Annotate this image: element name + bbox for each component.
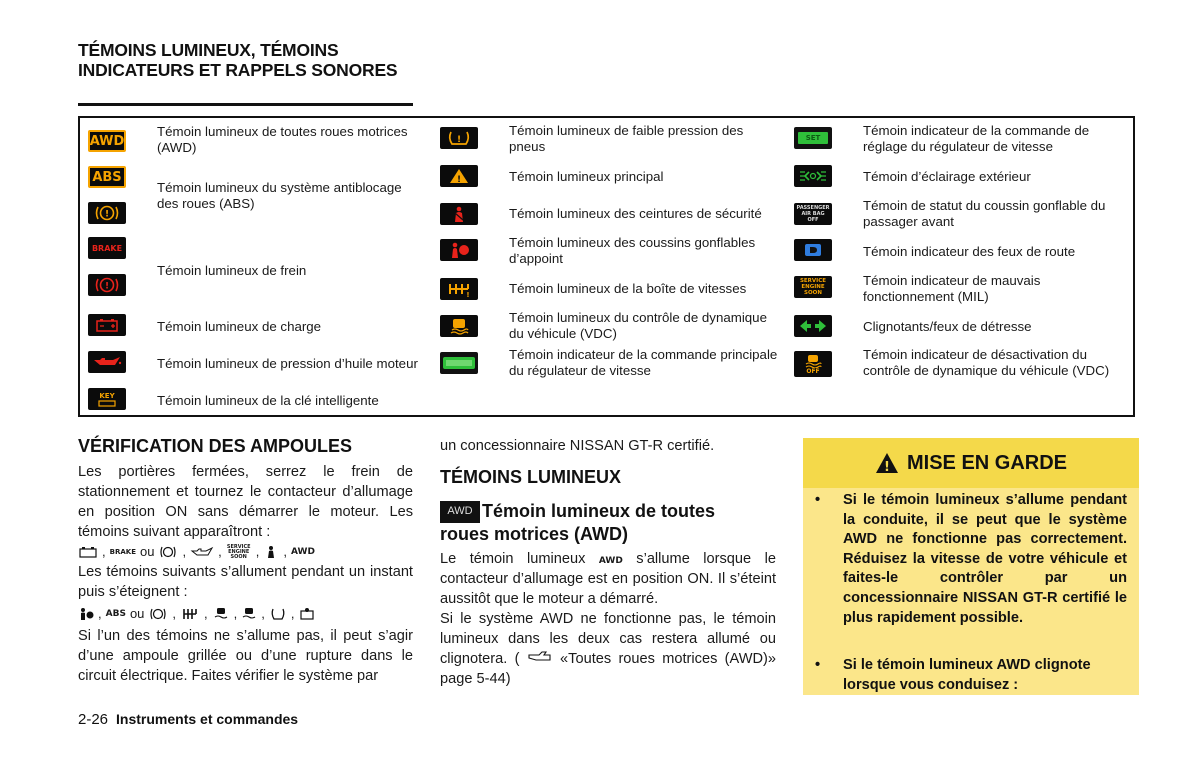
- awd-icon: AWD: [290, 547, 315, 557]
- awd-sub-heading: [440, 500, 780, 546]
- row-label: Témoin indicateur de mauvais fonctionnement (MIL): [863, 273, 1041, 304]
- key-icon: [299, 607, 315, 621]
- row-label: Clignotants/feux de détresse: [863, 319, 1032, 334]
- reference-hand-icon: [527, 649, 553, 663]
- separator: ,: [255, 544, 260, 559]
- svg-text:!: !: [884, 460, 890, 474]
- warning-header: [803, 438, 1139, 488]
- key-icon: [88, 388, 126, 410]
- separator: ,: [283, 544, 287, 559]
- awd-p2-start: Si le système AWD ne fonctionne pas, le témoin lumineux dans les deux cas restera allumé ou clignotera. (: [440, 611, 776, 667]
- row-label: Témoin indicateur de désactivation du contrôle de dynamique du véhicule (VDC): [863, 347, 1110, 378]
- table-column-1: [80, 118, 432, 415]
- awd-icon: AWD: [440, 501, 480, 523]
- bulb-check-text: [78, 462, 413, 686]
- brake-circle-icon: [158, 545, 178, 559]
- row-label: Témoin lumineux de la boîte de vitesses: [509, 281, 747, 296]
- tire-pressure-icon: [440, 127, 478, 149]
- bulb-check-icons-2: [78, 604, 413, 624]
- separator: ,: [172, 606, 177, 621]
- or-word: ou: [139, 544, 155, 559]
- awd-icon: AWD: [598, 556, 623, 566]
- cruise-main-icon: [440, 352, 478, 374]
- separator: ,: [218, 544, 222, 559]
- middle-continuation: un concessionnaire NISSAN GT-R certifié.: [440, 438, 715, 454]
- brake-icon: [88, 202, 126, 224]
- abs-icon: ABS: [105, 609, 126, 619]
- row-label: Témoin lumineux des ceintures de sécurité: [509, 206, 762, 221]
- bullet: •: [815, 657, 821, 673]
- awd-p2-ref: «Toutes roues motrices (AWD)» page 5-44): [440, 651, 776, 687]
- row-label: Témoin de statut du coussin gonflable du passager avant: [863, 198, 1106, 229]
- bulb-check-heading: VÉRIFICATION DES AMPOULES: [78, 436, 353, 456]
- row-label: Témoin lumineux de toutes roues motrices (AWD): [157, 124, 408, 155]
- svg-text:!: !: [456, 135, 462, 145]
- row-label: Témoin indicateur de la commande de réglage du régulateur de vitesse: [863, 123, 1090, 154]
- table-row: [80, 124, 432, 164]
- brake-text-icon: BRAKE: [88, 237, 126, 259]
- cruise-set-text: SET: [798, 132, 829, 144]
- battery-icon: [78, 545, 98, 559]
- svg-text:!: !: [104, 209, 110, 220]
- bulb-check-icons-1: [78, 542, 413, 562]
- warning-lights-table: [78, 116, 1135, 417]
- service-engine-soon-icon: SERVICE ENGINE SOON: [794, 276, 832, 298]
- bullet: •: [815, 492, 821, 508]
- seatbelt-icon: [263, 545, 279, 559]
- bulb-check-p2: Les témoins suivants s’allument pendant un instant puis s’éteignent :: [78, 564, 413, 600]
- vdc-off-icon: [241, 607, 257, 621]
- awd-p1-end: s’allume lorsque le contacteur d’allumage est en position ON. Il s’éteint aussitôt que le moteur a démarré.: [440, 551, 776, 607]
- row-label: Témoin d’éclairage extérieur: [863, 169, 1031, 184]
- bulb-check-p1: Les portières fermées, serrez le frein de stationnement et tournez le contacteur d’allumage en position ON sans démarrer le moteur. Les témoins suivant apparaîtront :: [78, 464, 413, 540]
- warning-item: [815, 491, 1127, 651]
- master-warning-icon: [440, 165, 478, 187]
- separator: ,: [261, 606, 265, 621]
- transmission-icon: [440, 278, 478, 300]
- brake-text-icon: BRAKE: [109, 548, 136, 556]
- passenger-airbag-off-icon: PASSENGER AIR BAG OFF: [794, 203, 832, 225]
- airbag-icon: [440, 239, 478, 261]
- warning-item-text: Si le témoin lumineux s’allume pendant la conduite, il se peut que le système AWD ne fonctionne pas correctement. Réduisez la vitesse de votre véhicule et faites-le contrôler par un concessionnaire NISSAN GT-R certifié le plus rapidement possible.: [843, 492, 1127, 626]
- oil-can-icon: [190, 545, 214, 559]
- separator: ,: [182, 544, 187, 559]
- seatbelt-icon: [440, 203, 478, 225]
- title-rule: [78, 103, 413, 106]
- page-footer: [78, 711, 298, 728]
- high-beam-icon: [794, 239, 832, 261]
- svg-text:!: !: [456, 175, 462, 185]
- cruise-set-icon: [794, 127, 832, 149]
- row-label: Témoin indicateur de la commande principale du régulateur de vitesse: [509, 347, 778, 378]
- warning-item-text: Si le témoin lumineux AWD clignote lorsque vous conduisez :: [843, 657, 1091, 693]
- sub-heading-line-2: roues motrices (AWD): [440, 524, 629, 544]
- row-label: Témoin lumineux principal: [509, 169, 664, 184]
- warning-box: [803, 438, 1139, 695]
- row-label: Témoin lumineux de pression d’huile moteur: [157, 356, 418, 371]
- page-number: 2-26: [78, 711, 109, 728]
- awd-text: [440, 549, 776, 689]
- warning-lights-heading: TÉMOINS LUMINEUX: [440, 467, 622, 487]
- separator: ,: [233, 606, 238, 621]
- warning-triangle-icon: [875, 452, 899, 474]
- separator: ,: [290, 606, 295, 621]
- bulb-check-p3: Si l’un des témoins ne s’allume pas, il peut s’agir d’une ampoule grillée ou d’une rupture dans le circuit électrique. Faites vérifier le système par: [78, 628, 413, 684]
- airbag-icon: [78, 607, 94, 621]
- service-engine-soon-icon: SERVICE ENGINE SOON: [226, 543, 251, 560]
- brake-circle-icon: [88, 274, 126, 296]
- awd-p1: [440, 549, 776, 609]
- svg-text:!: !: [104, 281, 110, 292]
- abs-icon: ABS: [88, 166, 126, 188]
- row-label: Témoin lumineux du contrôle de dynamique du véhicule (VDC): [509, 310, 767, 341]
- warning-item: [815, 656, 1127, 696]
- key-icon-text: KEY: [99, 391, 115, 400]
- page-title: TÉMOINS LUMINEUX, TÉMOINS INDICATEURS ET RAPPELS SONORES: [78, 40, 398, 80]
- row-label: Témoin indicateur des feux de route: [863, 244, 1076, 259]
- awd-p2: [440, 609, 776, 689]
- vdc-icon: [212, 607, 230, 621]
- battery-icon: [88, 314, 126, 336]
- vdc-off-icon: [794, 351, 832, 377]
- transmission-icon: [180, 607, 200, 621]
- section-name: Instruments et commandes: [116, 711, 299, 727]
- awd-p1-start: Le témoin lumineux: [440, 551, 586, 567]
- row-label: Témoin lumineux de la clé intelligente: [157, 393, 379, 408]
- abs-circle-icon: [148, 607, 168, 621]
- table-column-3: [786, 118, 1137, 415]
- warning-heading: MISE EN GARDE: [906, 451, 1068, 474]
- row-label: Témoin lumineux de faible pression des pneus: [509, 123, 744, 154]
- awd-icon: AWD: [88, 130, 126, 152]
- exterior-light-icon: [794, 165, 832, 187]
- row-label: Témoin lumineux de frein: [157, 263, 307, 278]
- sub-heading-line-1: Témoin lumineux de toutes: [482, 501, 716, 521]
- turn-signal-icon: [794, 315, 832, 337]
- row-label: Témoin lumineux de charge: [157, 319, 322, 334]
- svg-text:!: !: [466, 291, 470, 298]
- separator: ,: [204, 606, 208, 621]
- oil-can-icon: [88, 351, 126, 373]
- row-label: Témoin lumineux des coussins gonflables d’appoint: [509, 235, 756, 266]
- separator: ,: [98, 606, 102, 621]
- or-word: ou: [129, 606, 145, 621]
- row-label: Témoin lumineux du système antiblocage des roues (ABS): [157, 180, 402, 211]
- separator: ,: [102, 544, 106, 559]
- tire-pressure-icon: [269, 607, 287, 621]
- table-column-2: [432, 118, 786, 415]
- vdc-icon: [440, 315, 478, 337]
- vdc-off-text: OFF: [806, 367, 820, 375]
